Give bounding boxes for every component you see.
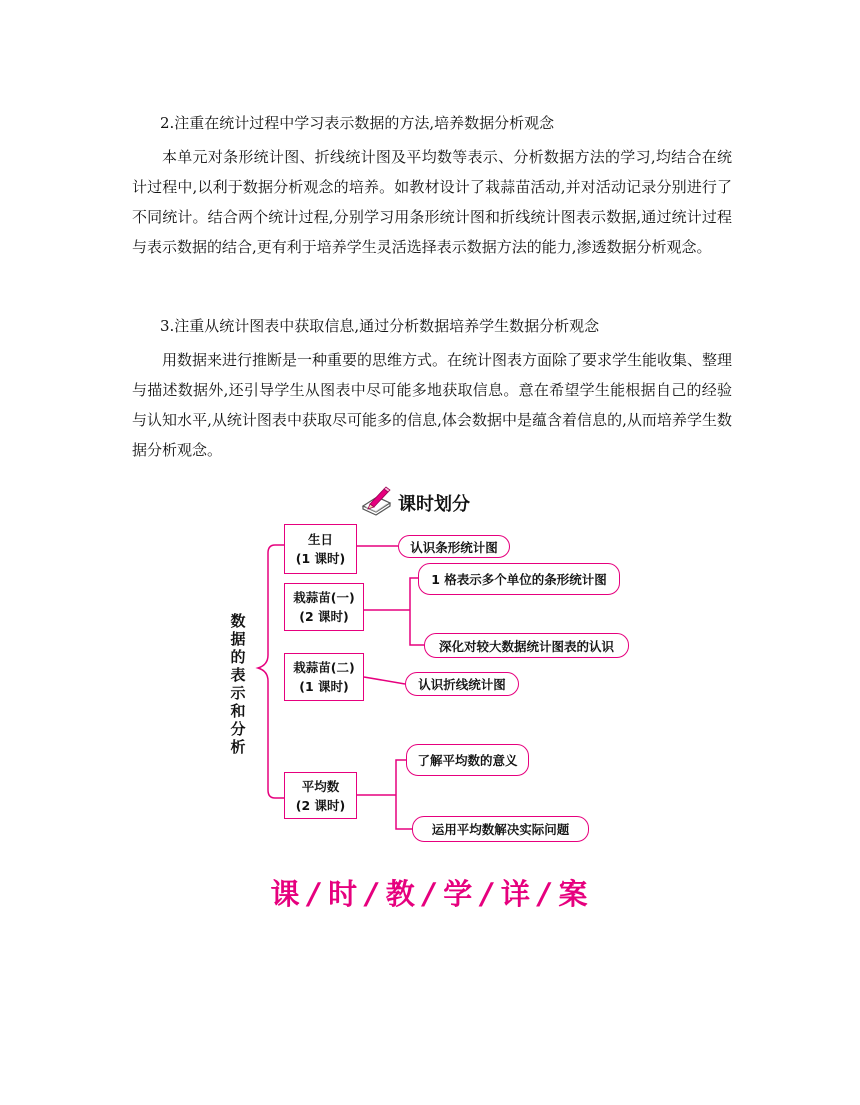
lesson-box-birthday	[284, 524, 357, 574]
banner-separator: /	[481, 877, 494, 911]
root-brace	[258, 545, 284, 798]
goal-box: 了解平均数的意义	[406, 744, 529, 776]
goal-box: 认识折线统计图	[405, 672, 519, 696]
lesson-hours: (1 课时)	[295, 551, 346, 566]
lesson-hours: (2 课时)	[299, 609, 349, 624]
lesson-hours: (2 课时)	[295, 797, 346, 813]
goal-box: 认识条形统计图	[398, 535, 510, 558]
heading-2: 2.注重在统计过程中学习表示数据的方法,培养数据分析观念	[160, 114, 555, 132]
lesson-box-average	[284, 772, 357, 819]
paragraph-1: 本单元对条形统计图、折线统计图及平均数等表示、分析数据方法的学习,均结合在统计过程中,以利于数据分析观念的培养。如教材设计了栽蒜苗活动,并对活动记录分别进行了不同统计。结合两个统计过程,分别学习用条形统计图和折线统计图表示数据,通过统计过程与表示数据的结合,更有利于培养学生灵活选择表示数据方法的能力,渗透数据分析观念。	[132, 148, 732, 256]
banner-char: 时	[328, 877, 360, 911]
banner-separator: /	[366, 877, 379, 911]
goal-box: 深化对较大数据统计图表的认识	[424, 633, 629, 658]
lesson-box-garlic-1	[284, 583, 364, 631]
banner-title	[0, 872, 860, 913]
root-label: 数据的表示和分析	[230, 612, 246, 756]
lesson-hours: (1 课时)	[299, 679, 349, 694]
banner-char: 学	[443, 877, 475, 911]
lesson-name: 生日	[307, 532, 333, 547]
heading-3: 3.注重从统计图表中获取信息,通过分析数据培养学生数据分析观念	[160, 317, 600, 335]
goal-box: 1 格表示多个单位的条形统计图	[418, 563, 620, 595]
banner-separator: /	[308, 877, 322, 911]
banner-separator: /	[538, 877, 552, 911]
banner-char: 课	[270, 877, 302, 911]
lesson-name: 平均数	[301, 778, 340, 794]
lesson-name: 栽蒜苗(二)	[293, 660, 355, 675]
banner-separator: /	[423, 877, 437, 911]
goal-box: 运用平均数解决实际问题	[412, 816, 589, 842]
banner-char: 详	[500, 877, 532, 911]
lesson-name: 栽蒜苗(一)	[293, 590, 355, 605]
connector-lesson-3	[364, 677, 405, 684]
section-title-text: 课时划分	[398, 494, 470, 515]
banner-char: 教	[385, 877, 417, 911]
lesson-box-garlic-2	[284, 653, 364, 701]
banner-char: 案	[558, 877, 590, 911]
paragraph-2: 用数据来进行推断是一种重要的思维方式。在统计图表方面除了要求学生能收集、整理与描述数据外,还引导学生从图表中尽可能多地获取信息。意在希望学生能根据自己的经验与认知水平,从统计图表中获取尽可能多的信息,体会数据中是蕴含着信息的,从而培养学生数据分析观念。	[132, 351, 733, 459]
